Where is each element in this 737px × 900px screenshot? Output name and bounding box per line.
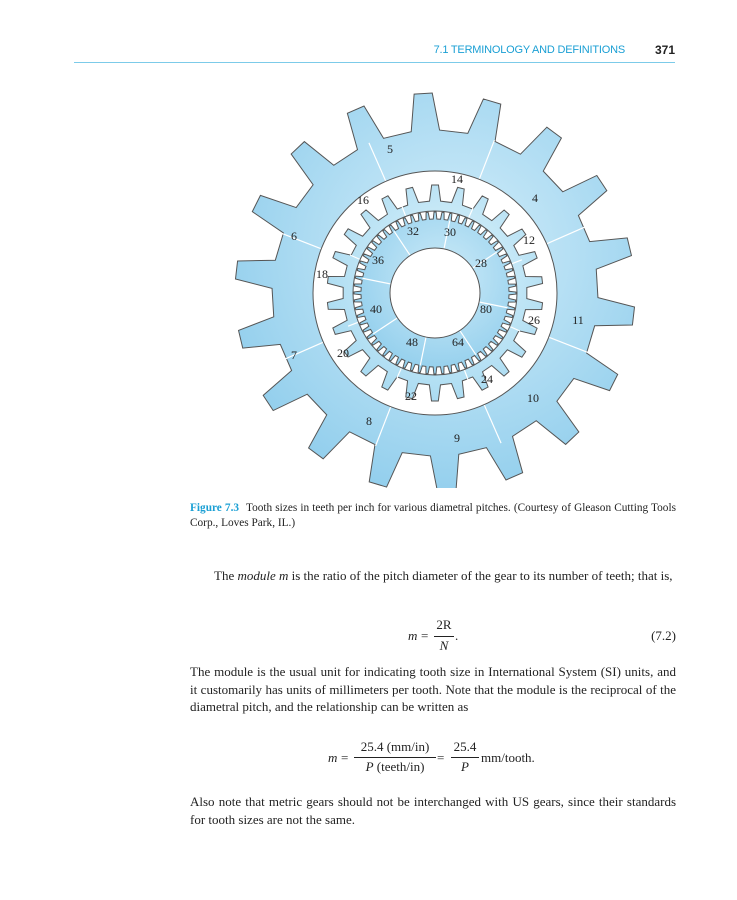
middle-label: 18 [316,267,328,281]
eq2-numerator-1: 25.4 (mm/in) [360,739,430,754]
paragraph-si-units: The module is the usual unit for indicating tooth size in International System (SI) units, and it customarily has units of millimeters per tooth. Note that the module is the reciprocal of the diametral pitch, and the relationship can be written as [190,664,676,714]
center-bore [390,248,480,338]
inner-label: 36 [372,253,384,267]
gear-figure [190,78,660,488]
middle-label: 26 [528,313,540,327]
eq2-fraction-bar-1 [354,757,436,758]
middle-label: 16 [357,193,369,207]
inner-label: 28 [475,256,487,270]
outer-label: 4 [532,191,538,205]
outer-label: 8 [366,414,372,428]
eq2-denominator-1: P (teeth/in) [365,759,425,774]
eq1-denominator: N [439,638,449,653]
figure-caption-text: Tooth sizes in teeth per inch for various diametral pitches. (Courtesy of Gleason Cutting Tools Corp., Loves Park, IL.) [190,502,676,529]
eq2-fraction-bar-2 [451,757,479,758]
outer-label: 5 [387,142,393,156]
eq1-numerator: 2R [436,617,452,632]
figure-label: Figure 7.3 [190,502,240,514]
module-term: module m [237,568,289,583]
section-title: 7.1 TERMINOLOGY AND DEFINITIONS [433,44,625,56]
middle-label: 22 [405,389,417,403]
page-number: 371 [654,43,675,57]
figure-caption [190,501,676,531]
outer-label: 11 [572,313,584,327]
eq2-numerator-2: 25.4 [453,739,477,754]
outer-label: 10 [527,391,539,405]
middle-label: 24 [481,372,493,386]
paragraph-module-definition: The module m is the ratio of the pitch diameter of the gear to its number of teeth; that is, [214,568,673,583]
gear-diagram [190,78,660,488]
inner-label: 64 [452,335,464,349]
outer-label: 6 [291,229,297,243]
running-head [74,40,675,63]
eq2-denominator-2: P [461,759,469,774]
inner-label: 80 [480,302,492,316]
middle-label: 12 [523,233,535,247]
inner-label: 48 [406,335,418,349]
inner-label: 32 [407,224,419,238]
outer-label: 9 [454,431,460,445]
middle-label: 20 [337,346,349,360]
middle-label: 14 [451,172,463,186]
inner-label: 40 [370,302,382,316]
equation-number: (7.2) [651,628,676,643]
inner-label: 30 [444,225,456,239]
paragraph-metric-note: Also note that metric gears should not be interchanged with US gears, since their standards for tooth sizes are not the same. [190,794,676,827]
eq1-fraction-bar [434,636,454,637]
outer-label: 7 [291,348,297,362]
